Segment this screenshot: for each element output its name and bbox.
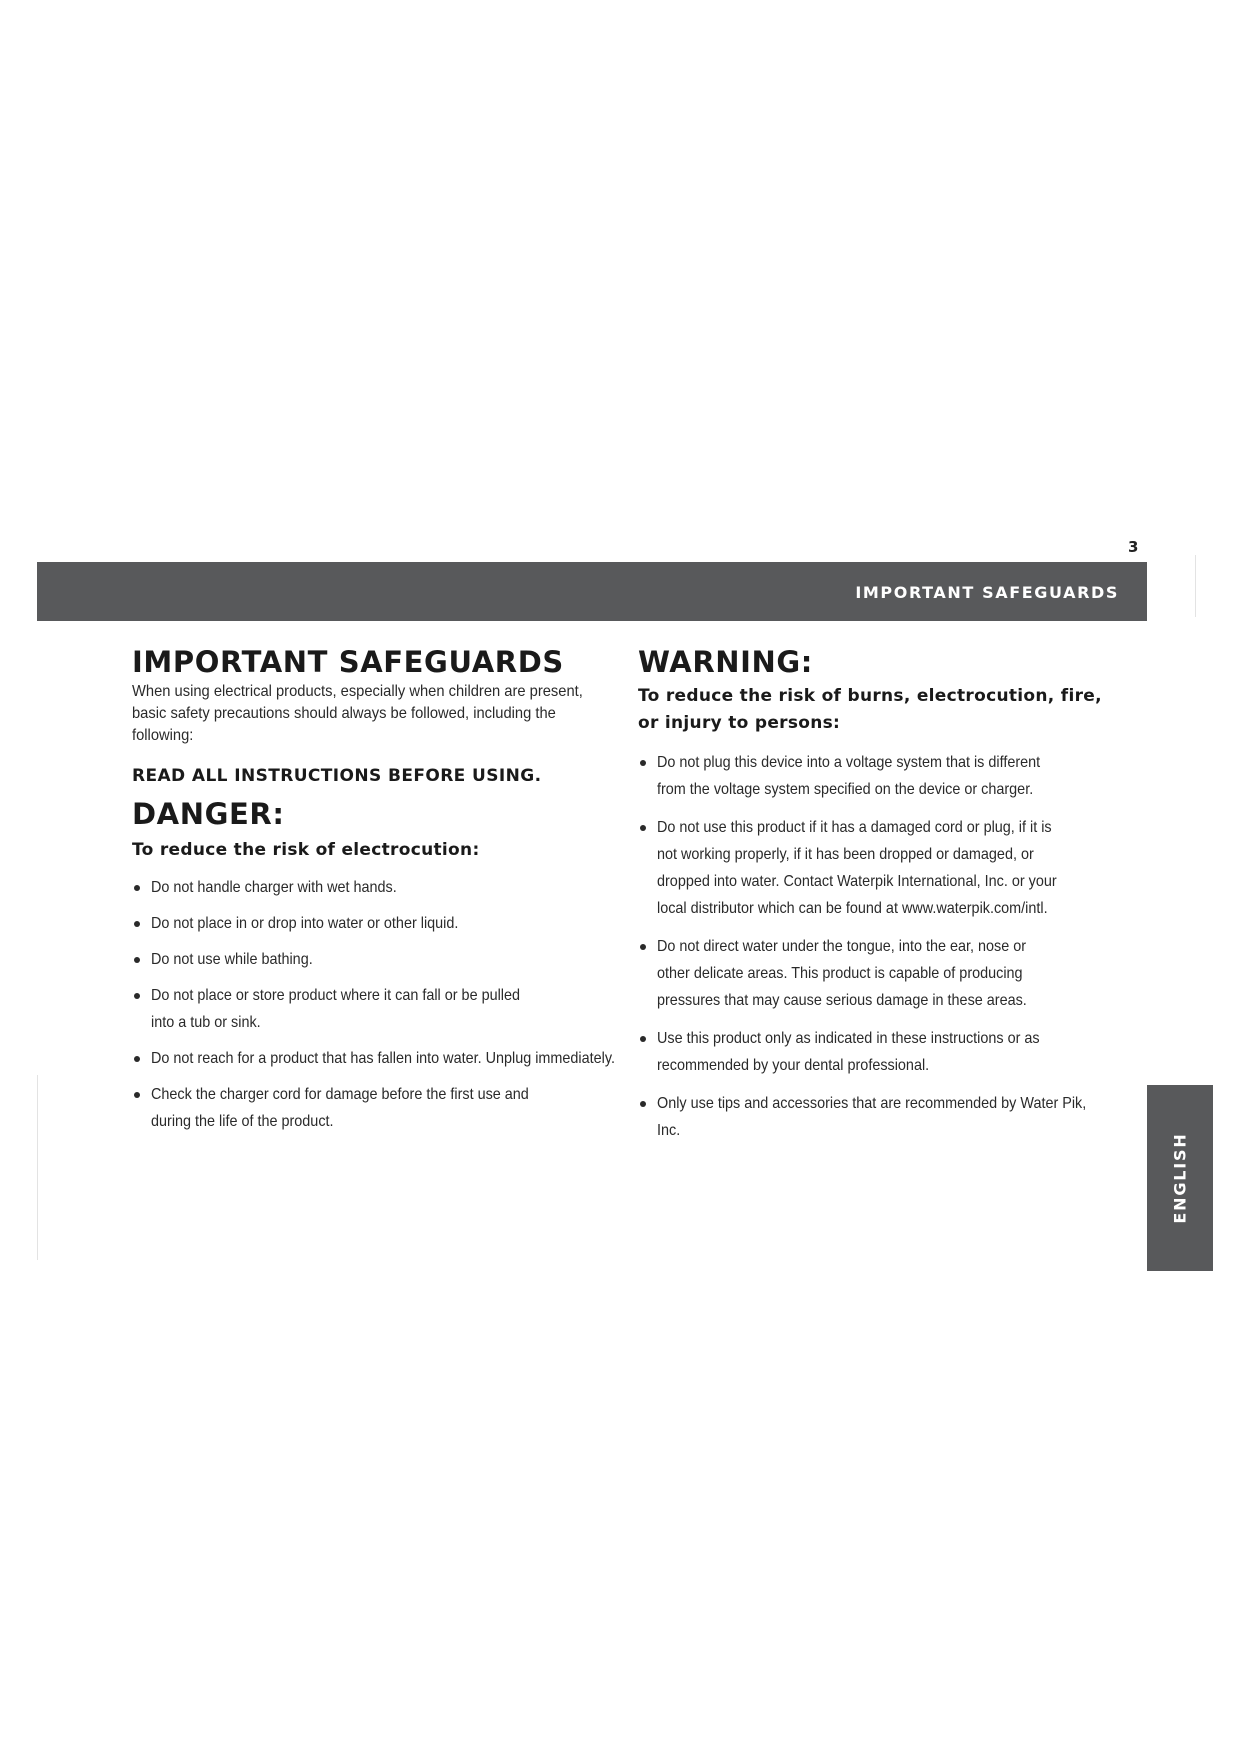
list-item: Only use tips and accessories that are recommended by Water Pik, Inc. (638, 1090, 1108, 1144)
danger-list (132, 874, 615, 1135)
list-item: Do not place in or drop into water or other liquid. (132, 910, 602, 937)
list-item: Do not use this product if it has a damaged cord or plug, if it is not working properly, if it has been dropped or damaged, or dropped into water. Contact Waterpik International, Inc. or your local distributor which can be found at www.waterpik.com/intl. (638, 814, 1108, 922)
danger-subhead: To reduce the risk of electrocution: (132, 840, 480, 860)
left-column (132, 645, 615, 1144)
list-item: Do not handle charger with wet hands. (132, 874, 602, 901)
edge-line-top-right (1195, 555, 1196, 617)
warning-title: WARNING: (638, 645, 813, 679)
safeguards-title: IMPORTANT SAFEGUARDS (132, 645, 564, 679)
header-title: IMPORTANT SAFEGUARDS (855, 583, 1119, 602)
danger-title: DANGER: (132, 797, 285, 831)
list-item: Use this product only as indicated in these instructions or as recommended by your dental professional. (638, 1025, 1108, 1079)
safeguards-intro: When using electrical products, especially when children are present, basic safety precautions should always be followed, including the following: (132, 683, 583, 744)
list-item: Do not reach for a product that has fallen into water. Unplug immediately. (132, 1045, 602, 1072)
header-bar (37, 562, 1147, 621)
right-column (638, 645, 1108, 1155)
language-tab-label: ENGLISH (1170, 1132, 1190, 1224)
list-item: Check the charger cord for damage before the first use and during the life of the product. (132, 1081, 602, 1135)
list-item: Do not direct water under the tongue, into the ear, nose or other delicate areas. This product is capable of producing pressures that may cause serious damage in these areas. (638, 933, 1108, 1014)
read-all-instructions: READ ALL INSTRUCTIONS BEFORE USING. (132, 766, 542, 786)
list-item: Do not place or store product where it can fall or be pulled into a tub or sink. (132, 982, 602, 1036)
warning-subhead: To reduce the risk of burns, electrocution, fire, or injury to persons: (638, 686, 1102, 733)
list-item: Do not plug this device into a voltage system that is different from the voltage system specified on the device or charger. (638, 749, 1108, 803)
edge-line-left (37, 1075, 38, 1260)
page-number: 3 (1128, 538, 1139, 556)
warning-list (638, 749, 1108, 1144)
language-tab (1147, 1085, 1213, 1271)
list-item: Do not use while bathing. (132, 946, 602, 973)
